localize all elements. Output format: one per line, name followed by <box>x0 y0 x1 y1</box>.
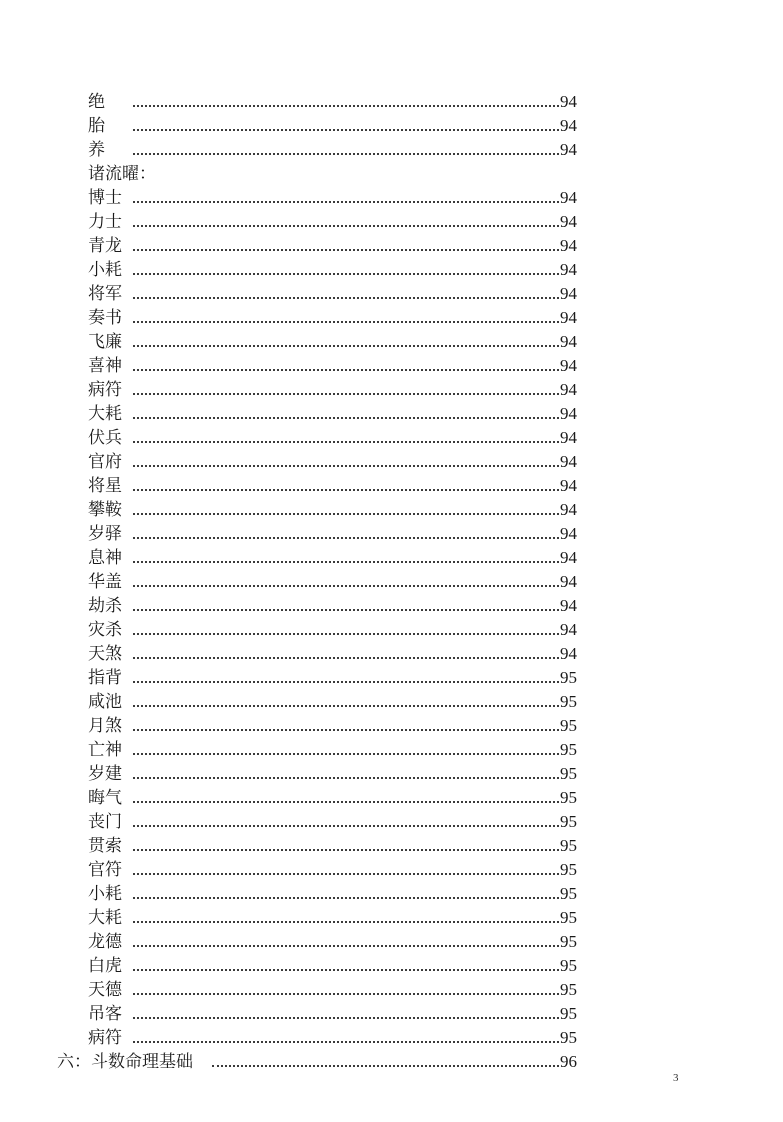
toc-entry <box>0 522 783 546</box>
toc-entry <box>0 354 783 378</box>
dot-leader <box>133 897 559 899</box>
toc-entry-page: 95 <box>560 836 577 855</box>
toc-entry-label: 病符 <box>88 380 122 400</box>
dot-leader <box>133 609 559 611</box>
toc-entry <box>0 378 783 402</box>
toc-entry-page: 94 <box>560 452 577 471</box>
toc-entry <box>0 210 783 234</box>
toc-entry-page: 94 <box>560 212 577 231</box>
toc-entry <box>0 930 783 954</box>
toc-entry-page: 95 <box>560 1004 577 1023</box>
dot-leader <box>133 513 559 515</box>
toc-entry-page: 96 <box>560 1052 577 1071</box>
toc-entry <box>0 978 783 1002</box>
toc-entry-page: 94 <box>560 116 577 135</box>
toc-entry-page: 94 <box>560 140 577 159</box>
toc-entry <box>0 90 783 114</box>
dot-leader <box>133 705 559 707</box>
toc-entry-page: 94 <box>560 428 577 447</box>
toc-entry-page: 95 <box>560 980 577 999</box>
toc-entry-label: 官府 <box>88 452 122 472</box>
dot-leader <box>133 345 559 347</box>
dot-leader <box>133 585 559 587</box>
toc-entry-label: 力士 <box>88 212 122 232</box>
toc-entry <box>0 570 783 594</box>
toc-entry-page: 95 <box>560 812 577 831</box>
toc-entry-page: 95 <box>560 764 577 783</box>
toc-entry-page: 94 <box>560 644 577 663</box>
dot-leader <box>133 753 559 755</box>
dot-leader <box>133 465 559 467</box>
toc-entry <box>0 618 783 642</box>
toc-entry-page: 95 <box>560 884 577 903</box>
dot-leader <box>133 561 559 563</box>
toc-entry <box>0 1002 783 1026</box>
toc-entry-label: 丧门 <box>88 812 122 832</box>
dot-leader <box>133 1017 559 1019</box>
toc-section-entry <box>0 1050 783 1074</box>
dot-leader <box>212 1065 559 1067</box>
toc-entry-label: 咸池 <box>88 692 122 712</box>
dot-leader <box>133 321 559 323</box>
toc-entry <box>0 138 783 162</box>
toc-entry-page: 95 <box>560 668 577 687</box>
dot-leader <box>133 153 559 155</box>
toc-entry-label: 奏书 <box>88 308 122 328</box>
toc-entry-label: 息神 <box>88 548 122 568</box>
toc-entry <box>0 690 783 714</box>
toc-entry-page: 94 <box>560 284 577 303</box>
toc-entry <box>0 498 783 522</box>
dot-leader <box>133 873 559 875</box>
toc-entry <box>0 738 783 762</box>
toc-entry-page: 95 <box>560 860 577 879</box>
dot-leader <box>133 969 559 971</box>
dot-leader <box>133 633 559 635</box>
toc-entry <box>0 426 783 450</box>
toc-entry-page: 95 <box>560 740 577 759</box>
toc-entry-label: 飞廉 <box>88 332 122 352</box>
dot-leader <box>133 225 559 227</box>
toc-entry-label: 月煞 <box>88 716 122 736</box>
toc-entry-label: 贯索 <box>88 836 122 856</box>
toc-entry <box>0 1026 783 1050</box>
toc-entry-label: 灾杀 <box>88 620 122 640</box>
toc-entry-label: 天煞 <box>88 644 122 664</box>
toc-entry-page: 95 <box>560 692 577 711</box>
toc-entry <box>0 234 783 258</box>
toc-entry-label: 岁建 <box>88 764 122 784</box>
toc-entry-label: 天德 <box>88 980 122 1000</box>
toc-entry-label: 小耗 <box>88 884 122 904</box>
toc-entry <box>0 450 783 474</box>
dot-leader <box>133 921 559 923</box>
toc-entry <box>0 282 783 306</box>
toc-entry-page: 94 <box>560 188 577 207</box>
toc-entry-label: 华盖 <box>88 572 122 592</box>
toc-entry-page: 94 <box>560 236 577 255</box>
toc-entry <box>0 306 783 330</box>
dot-leader <box>133 825 559 827</box>
toc-entry-label: 小耗 <box>88 260 122 280</box>
toc-entry-page: 94 <box>560 548 577 567</box>
toc-entry-label: 亡神 <box>88 740 122 760</box>
toc-entry <box>0 714 783 738</box>
dot-leader <box>133 729 559 731</box>
toc-entry <box>0 186 783 210</box>
toc-entry-page: 94 <box>560 92 577 111</box>
dot-leader <box>133 273 559 275</box>
page-number: 3 <box>673 1072 679 1084</box>
toc-entry-label: 官符 <box>88 860 122 880</box>
toc-entry-page: 94 <box>560 356 577 375</box>
dot-leader <box>133 129 559 131</box>
dot-leader <box>133 993 559 995</box>
toc-entry-page: 95 <box>560 908 577 927</box>
toc-entry-label: 吊客 <box>88 1004 122 1024</box>
toc-entry-page: 95 <box>560 1028 577 1047</box>
toc-entry-label: 劫杀 <box>88 596 122 616</box>
dot-leader <box>133 105 559 107</box>
dot-leader <box>133 417 559 419</box>
toc-entry-page: 94 <box>560 332 577 351</box>
toc-heading <box>0 162 783 186</box>
toc-entry-page: 94 <box>560 524 577 543</box>
toc-entry <box>0 594 783 618</box>
toc-entry-label: 伏兵 <box>88 428 122 448</box>
toc-entry <box>0 546 783 570</box>
toc-entry <box>0 954 783 978</box>
dot-leader <box>133 537 559 539</box>
toc-entry <box>0 666 783 690</box>
toc-entry-page: 95 <box>560 716 577 735</box>
toc-entry-page: 95 <box>560 956 577 975</box>
toc-entry <box>0 762 783 786</box>
toc-entry <box>0 402 783 426</box>
toc-entry <box>0 258 783 282</box>
toc-entry-page: 95 <box>560 932 577 951</box>
toc-entry-page: 94 <box>560 308 577 327</box>
toc-entry <box>0 906 783 930</box>
toc-entry-label: 晦气 <box>88 788 122 808</box>
toc-entry-page: 94 <box>560 572 577 591</box>
toc-entry <box>0 786 783 810</box>
toc-entry-label: 博士 <box>88 188 122 208</box>
dot-leader <box>133 441 559 443</box>
toc-entry-label: 将军 <box>88 284 122 304</box>
toc-entry-label: 绝 <box>88 92 105 112</box>
toc-entry <box>0 810 783 834</box>
toc-entry-label: 白虎 <box>88 956 122 976</box>
toc-entry-label: 病符 <box>88 1028 122 1048</box>
dot-leader <box>133 657 559 659</box>
toc-entry-label: 岁驿 <box>88 524 122 544</box>
dot-leader <box>133 489 559 491</box>
toc-entry-label: 六：斗数命理基础 <box>57 1052 193 1072</box>
toc-entry-label: 龙德 <box>88 932 122 952</box>
toc-entry <box>0 882 783 906</box>
dot-leader <box>133 201 559 203</box>
toc-entry-label: 胎 <box>88 116 105 136</box>
toc-entry-page: 95 <box>560 788 577 807</box>
toc-entry-label: 指背 <box>88 668 122 688</box>
toc-entry <box>0 474 783 498</box>
toc-entry-label: 青龙 <box>88 236 122 256</box>
toc-entry-label: 大耗 <box>88 908 122 928</box>
dot-leader <box>133 849 559 851</box>
toc-entry <box>0 330 783 354</box>
toc-entry-page: 94 <box>560 500 577 519</box>
toc-entry-label: 攀鞍 <box>88 500 122 520</box>
dot-leader <box>133 369 559 371</box>
toc-entry <box>0 642 783 666</box>
toc-entry-page: 94 <box>560 380 577 399</box>
toc-entry-page: 94 <box>560 596 577 615</box>
dot-leader <box>133 1041 559 1043</box>
dot-leader <box>133 681 559 683</box>
toc-entry-label: 将星 <box>88 476 122 496</box>
toc-entry-page: 94 <box>560 620 577 639</box>
dot-leader <box>133 393 559 395</box>
toc-entry <box>0 858 783 882</box>
toc-entry-label: 喜神 <box>88 356 122 376</box>
toc-entry-page: 94 <box>560 476 577 495</box>
toc-entry-label: 诸流曜： <box>88 164 156 184</box>
toc-entry <box>0 114 783 138</box>
toc-entry-page: 94 <box>560 404 577 423</box>
toc-entry-page: 94 <box>560 260 577 279</box>
dot-leader <box>133 801 559 803</box>
dot-leader <box>133 945 559 947</box>
dot-leader <box>133 777 559 779</box>
dot-leader <box>133 249 559 251</box>
toc-entry-label: 大耗 <box>88 404 122 424</box>
toc-entry-label: 养 <box>88 140 105 160</box>
dot-leader <box>133 297 559 299</box>
toc-entry <box>0 834 783 858</box>
